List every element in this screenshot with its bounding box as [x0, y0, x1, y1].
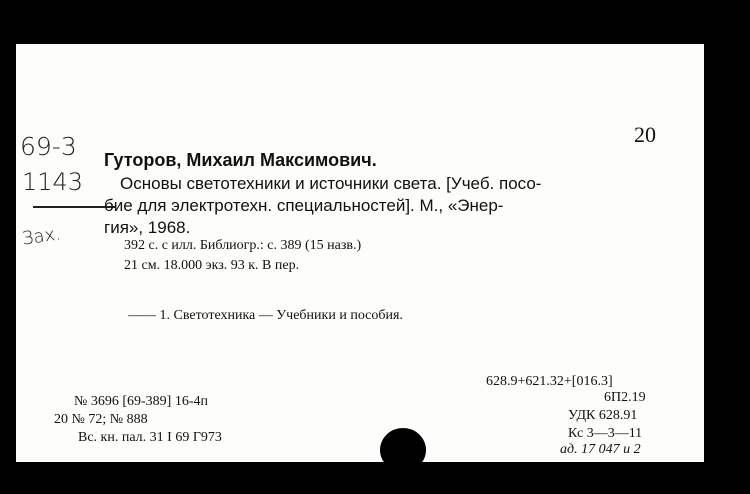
bottom-left-line: Вс. кн. пал. 31 I 69 Г973	[78, 430, 222, 445]
title-line: бие для электротехн. специальностей]. М., «Энер-	[104, 196, 504, 215]
classification-line: ад. 17 047 и 2	[560, 442, 641, 457]
classification-line: УДК 628.91	[568, 408, 638, 423]
bottom-left-line: № 3696 [69-389] 16-4п	[74, 394, 208, 409]
author: Гуторов, Михаил Максимович.	[104, 150, 377, 170]
card-number: 20	[634, 122, 656, 147]
classification-line: Кс 3—3—11	[568, 426, 643, 441]
dimensions-price: 21 см. 18.000 экз. 93 к. В пер.	[124, 258, 300, 273]
call-number-divider	[33, 206, 115, 208]
title-line: гия», 1968.	[104, 218, 191, 237]
ink-blot	[380, 428, 426, 472]
title-line: Основы светотехники и источники света. [Учеб. посо-	[120, 174, 542, 193]
subject-heading: —— 1. Светотехника — Учебники и пособия.	[128, 308, 403, 323]
handwritten-note: Зах.	[20, 223, 63, 250]
catalog-card	[16, 44, 704, 462]
classification-line: 628.9+621.32+[016.3]	[486, 374, 613, 389]
classification-line: 6П2.19	[604, 390, 646, 405]
physical-description: 392 с. с илл. Библиогр.: с. 389 (15 назв.)	[124, 238, 362, 253]
call-number-bottom: 1143	[22, 168, 84, 196]
call-number-top: 69-3	[20, 132, 77, 161]
bottom-left-line: 20 № 72; № 888	[54, 412, 148, 427]
